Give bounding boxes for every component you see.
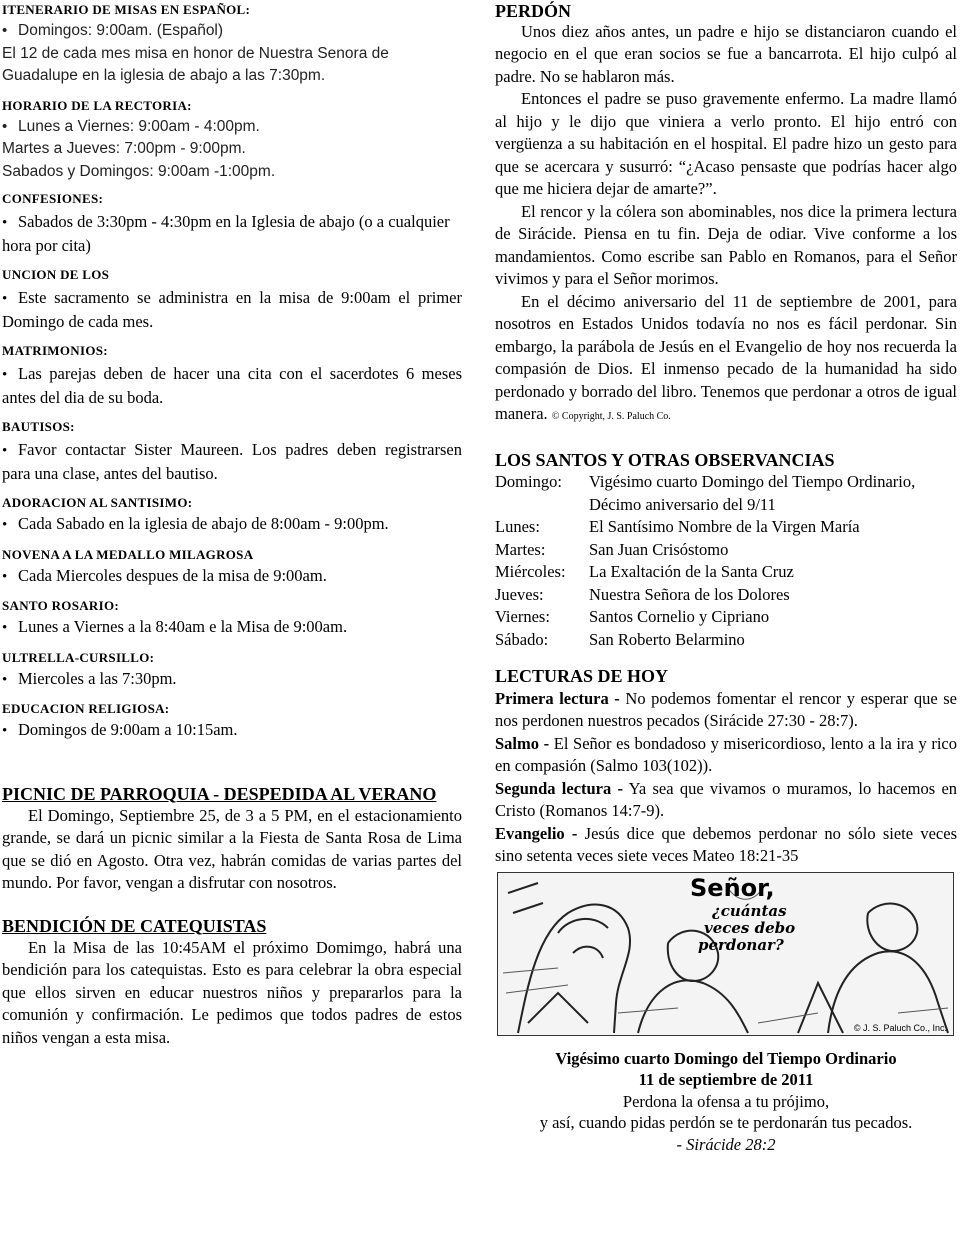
pardon-p1: Unos diez años antes, un padre e hijo se distanciaron cuando el negocio en el que eran socios se fue a bancarrota. El hijo culpó al padre. No se hablaron más. (495, 21, 957, 86)
saint-name: San Roberto Belarmino (589, 629, 745, 649)
pardon-p2: Entonces el padre se puso gravemente enfermo. La madre llamó al hijo y le dijo que viniera a verlo pronto. El hijo entró con vergüenza a su habitación en el hospital. El padre hizo un gesto para que se acercara y susurró: “¿Acaso pensaste que podrías hacer algo que me hiciera dejar de amarte?”. (495, 89, 957, 198)
blessing-title: BENDICIÓN DE CATEQUISTAS (2, 915, 267, 936)
rectory-line2: Martes a Jueves: 7:00pm - 9:00pm. (2, 140, 246, 157)
saint-name: El Santísimo Nombre de la Virgen María (589, 517, 860, 536)
reading2 (495, 778, 957, 823)
novena-text: • Cada Miercoles despues de la misa de 9:00am. (2, 565, 462, 589)
saint-day: Martes: (495, 539, 546, 559)
footer-line5: - Sirácide 28:2 (676, 1134, 776, 1154)
rosary-text: • Lunes a Viernes a la 8:40am e la Misa de 9:00am. (2, 616, 462, 640)
itinerary-line2: El 12 de cada mes misa en honor de Nuestra Senora de Guadalupe en la iglesia de abajo a las 7:30pm. (2, 44, 389, 84)
adoration-text: • Cada Sabado en la iglesia de abajo de 8:00am - 9:00pm. (2, 513, 462, 537)
illustration-title: Señor, (690, 873, 775, 902)
saint-day: Lunes: (495, 517, 540, 536)
rectory-title: HORARIO DE LA RECTORIA: (2, 97, 192, 113)
saint-day: Sábado: (495, 629, 549, 649)
adoration-title: ADORACION AL SANTISIMO: (2, 495, 193, 510)
gospel-text: Jesús dice que debemos perdonar no sólo siete veces sino setenta veces siete veces Mateo 18:21-35 (495, 823, 957, 865)
illustration-sub2: veces debo (704, 918, 796, 937)
footer-line2: 11 de septiembre de 2011 (638, 1070, 814, 1089)
saints-table (495, 471, 957, 651)
saint-day: Viernes: (495, 607, 550, 626)
copyright: © Copyright, J. S. Paluch Co. (551, 411, 671, 422)
saint-day: Jueves: (495, 584, 544, 604)
rectory-line3: Sabados y Domingos: 9:00am -1:00pm. (2, 162, 276, 180)
ultreya-title: ULTRELLA-CURSILLO: (2, 649, 155, 665)
reading2-label: Segunda lectura - (495, 778, 624, 798)
confessions-title: CONFESIONES: (2, 191, 104, 206)
right-column (495, 0, 957, 1155)
saint-day: Domingo: (495, 472, 562, 491)
religious-ed-title: EDUCACION RELIGIOSA: (2, 701, 170, 716)
pardon-p4 (495, 291, 957, 429)
anointing-title: UNCION DE LOS (2, 267, 110, 282)
baptism-text: • Favor contactar Sister Maureen. Los padres deben registrarsen para una clase, antes del bautiso. (2, 439, 462, 485)
saint-name: La Exaltación de la Santa Cruz (589, 562, 794, 581)
footer-line1: Vigésimo cuarto Domingo del Tiempo Ordinario (555, 1048, 897, 1068)
baptism-title: BAUTISOS: (2, 419, 75, 434)
anointing-text: • Este sacramento se administra en la misa de 9:00am el primer Domingo de cada mes. (2, 287, 462, 333)
itinerary-line1: • Domingos: 9:00am. (Español) (2, 20, 462, 43)
pardon-p4-text: En el décimo aniversario del 11 de septiembre de 2001, para nosotros en Estados Unidos todavía no nos es fácil perdonar. Sin embargo, la parábola de Jesús en el Evangelio de hoy nos recuerda la compasión de Dios. El inmenso pecado de la humanidad ha sido perdonado y borrado del libro. Tenemos que perdonar a otros de igual manera. (495, 291, 957, 423)
illustration-sub3: perdonar? (698, 935, 784, 954)
confessions-text: • Sabados de 3:30pm - 4:30pm en la Iglesia de abajo (o a cualquier hora por cita) (2, 211, 462, 257)
left-column (2, 0, 462, 1049)
psalm (495, 733, 957, 778)
reading1-text: No podemos fomentar el rencor y esperar que se nos perdonen nuestros pecados (Sirácide 27:30 - 28:7). (495, 688, 958, 730)
itinerary-title: ITENERARIO DE MISAS EN ESPAÑOL: (2, 2, 251, 17)
novena-title: NOVENA A LA MEDALLO MILAGROSA (2, 546, 254, 562)
pardon-p3: El rencor y la cólera son abominables, nos dice la primera lectura de Sirácide. Piensa en tu fin. Deja de odiar. Vive conforme a los mandamientos. Como escribe san Pablo en Romanos, para el Señor vivimos y para el Señor morimos. (495, 201, 957, 288)
illustration-sub1: ¿cuántas (712, 901, 787, 920)
gospel (495, 823, 957, 868)
saint-name: San Juan Crisóstomo (589, 539, 729, 559)
reading1 (495, 688, 957, 733)
footer-line4: y así, cuando pidas perdón se te perdonarán tus pecados. (539, 1113, 913, 1132)
gospel-label: Evangelio - (495, 823, 578, 843)
readings-title: LECTURAS DE HOY (495, 666, 669, 686)
illustration-credit: © J. S. Paluch Co., Inc. (853, 1022, 947, 1033)
saint-day: Miércoles: (495, 562, 566, 581)
psalm-text: El Señor es bondadoso y misericordioso, lento a la ira y rico en compasión (Salmo 103(102)). (495, 733, 957, 775)
saints-title: LOS SANTOS Y OTRAS OBSERVANCIAS (495, 449, 835, 470)
psalm-label: Salmo - (495, 733, 550, 753)
reading1-label: Primera lectura - (495, 688, 620, 708)
blessing-text: En la Misa de las 10:45AM el próximo Domimgo, habrá una bendición para los catequistas. Esto es para celebrar la obra especial que ellos sirven en educar nuestros niños y prepararlos para la comunión y confirmación. Le pedimos que todos padres de estos niños vengan a esta misa. (2, 937, 462, 1047)
picnic-title: PICNIC DE PARROQUIA - DESPEDIDA AL VERANO (2, 783, 437, 804)
picnic-text: El Domingo, Septiembre 25, de 3 a 5 PM, en el estacionamiento grande, se dará un picnic similar a la Fiesta de Santa Rosa de Lima que se dió en Agosto. Otra vez, habrán comidas de varias partes del mundo. Por favor, vengan a disfrutar con nosotros. (2, 805, 462, 892)
pardon-title: PERDÓN (495, 1, 571, 21)
religious-ed-text: • Domingos de 9:00am a 10:15am. (2, 719, 462, 743)
reading2-text: Ya sea que vivamos o muramos, lo hacemos en Cristo (Romanos 14:7-9). (495, 778, 958, 820)
illustration (497, 872, 954, 1036)
saint-name: Vigésimo cuarto Domingo del Tiempo Ordinario, Décimo aniversario del 9/11 (589, 472, 916, 514)
saint-name: Nuestra Señora de los Dolores (589, 584, 790, 604)
ultreya-text: • Miercoles a las 7:30pm. (2, 668, 462, 692)
footer-line3: Perdona la ofensa a tu prójimo, (622, 1091, 830, 1111)
marriage-title: MATRIMONIOS: (2, 343, 108, 358)
rectory-line1: • Lunes a Viernes: 9:00am - 4:00pm. (2, 116, 462, 139)
saint-name: Santos Cornelio y Cipriano (589, 607, 770, 626)
marriage-text: • Las parejas deben de hacer una cita con el sacerdotes 6 meses antes del dia de su boda. (2, 363, 462, 409)
footer-quote (495, 1048, 957, 1156)
rosary-title: SANTO ROSARIO: (2, 598, 120, 613)
